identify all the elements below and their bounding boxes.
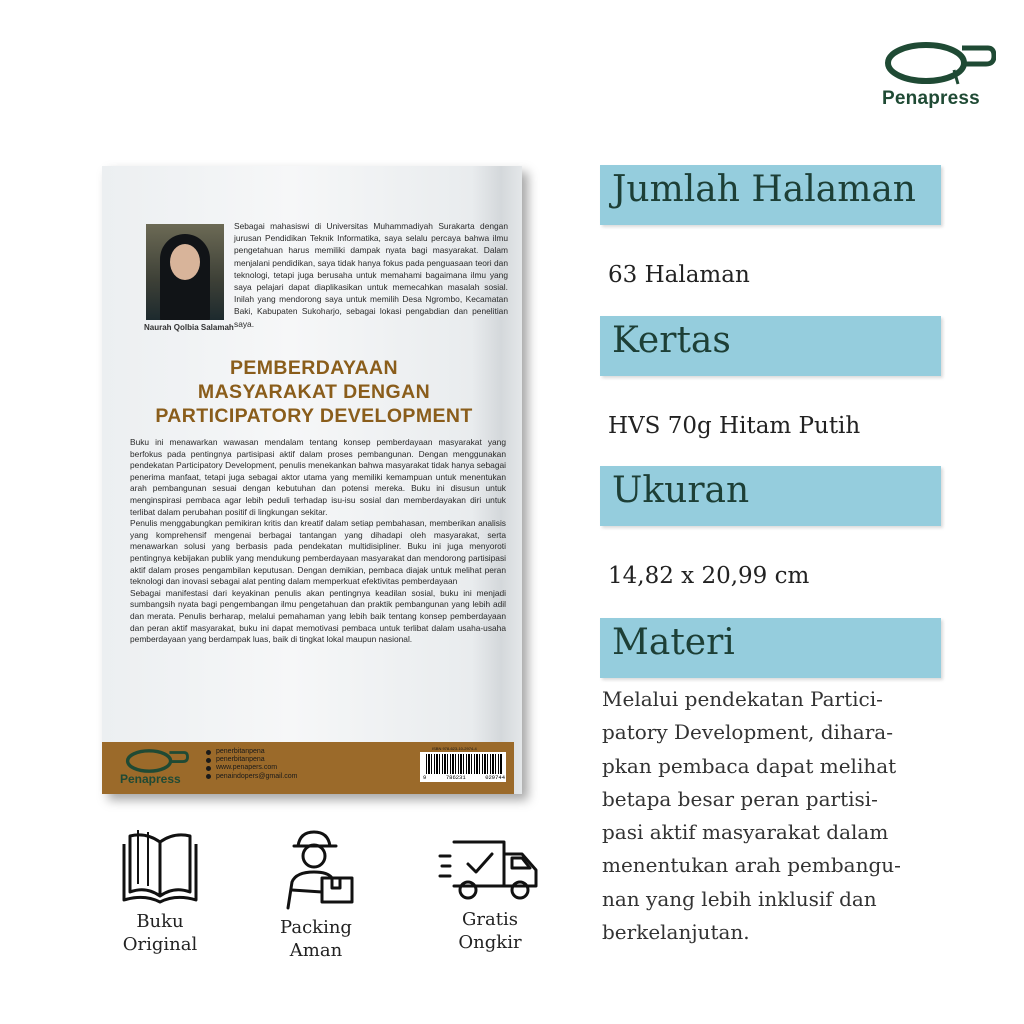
spec-header-pages: [600, 165, 941, 225]
publisher-logo: [880, 40, 1000, 110]
book-title-line: PARTICIPATORY DEVELOPMENT: [155, 405, 473, 427]
footer-penapress-emblem-icon: [122, 748, 192, 774]
feature-label: Gratis: [462, 909, 518, 930]
footer-logo-text: Penapress: [120, 772, 181, 786]
book-title-line: MASYARAKAT DENGAN: [197, 381, 431, 403]
spec-value-paper: HVS 70g Hitam Putih: [608, 413, 861, 439]
barcode-digits: 786231: [445, 774, 466, 781]
spec-header-materi: [600, 618, 941, 678]
barcode-icon: [426, 754, 502, 774]
materi-line: nan yang lebih inklusif dan: [602, 886, 877, 911]
materi-line: betapa besar peran partisi-: [602, 786, 878, 811]
spec-header-paper: [600, 316, 941, 376]
materi-line: patory Development, dihara-: [602, 720, 893, 745]
spec-label: Jumlah Halaman: [612, 169, 916, 210]
delivery-truck-icon: [438, 836, 542, 904]
author-bio: Sebagai mahasiswi di Universitas Muhammadiyah Surakarta dengan jurusan Pendidikan Teknik Informatika, saya selalu percaya bahwa ilmu pengetahuan harus memiliki dampak nyata bagi masyarakat. Dalam menjalani pendidikan, saya tidak hanya fokus pada penguasaan teori dan teknologi, tetapi juga berusaha untuk memahami bagaimana ilmu yang saya pelajari dapat diaplikasikan untuk memecahkan masalah sosial. Inilah yang mendorong saya untuk memilih Desa Ngrombo, Kecamatan Baki, Kabupaten Sukoharjo, sebagai lokasi pengabdian dan penelitian saya.: [234, 221, 508, 329]
contact-item: www.penapers.com: [206, 764, 297, 772]
feature-label: Ongkir: [458, 932, 522, 953]
feature-safe-packing: [266, 826, 366, 962]
contact-item: penaindopers@gmail.com: [206, 773, 297, 781]
contact-list: [206, 748, 297, 781]
delivery-person-icon: [274, 826, 358, 912]
feature-label: Packing: [280, 917, 352, 938]
blurb-paragraph: Sebagai manifestasi dari keyakinan penulis akan pentingnya keadilan sosial, buku ini menjadi sumbangsih nyata bagi pengembangan ilmu pengetahuan dan praktik pembangunan yang lebih adil dan merata. Penulis berharap, melalui pemahaman yang lebih baik tentang konsep pemberdayaan dan peran aktif masyarakat, buku ini dapat memotivasi pembaca untuk terlibat dalam usaha-usaha pemberdayaan yang berdampak luas, baik di tingkat lokal maupun nasional.: [130, 587, 506, 645]
contact-item: penerbitanpena: [206, 748, 297, 756]
barcode-digits: 029744: [485, 774, 505, 781]
feature-label: Aman: [289, 940, 343, 961]
author-name: Naurah Qolbia Salamah: [144, 323, 234, 332]
blurb-paragraph: Buku ini menawarkan wawasan mendalam tentang konsep pemberdayaan masyarakat yang berfokus pada pentingnya partisipasi aktif dalam proses pembangunan. Dengan menggunakan pendekatan Participatory Development, penulis menekankan bahwa masyarakat tidak hanya sebagai penerima manfaat, tetapi juga sebagai aktor utama yang memiliki kemampuan untuk menentukan arah pembangunan sesuai dengan kebutuhan dan potensi mereka. Buku ini disusun untuk menginspirasi pembaca agar lebih peduli terhadap isu-isu sosial dan memberdayakan diri untuk terlibat dalam perubahan positif di lingkungan sekitar.: [130, 437, 506, 517]
feature-free-shipping: [434, 836, 546, 954]
feature-original-book: [108, 826, 212, 956]
book-back-cover: [102, 166, 522, 794]
author-photo: [146, 224, 224, 320]
isbn-barcode: [418, 746, 508, 790]
spec-value-size: 14,82 x 20,99 cm: [608, 563, 810, 589]
mail-icon: [206, 774, 211, 779]
spec-value-pages: 63 Halaman: [608, 262, 750, 288]
cover-footer: [102, 742, 514, 794]
book-title: [132, 356, 496, 428]
contact-item: penerbitanpena: [206, 756, 297, 764]
materi-description: [602, 683, 952, 949]
publisher-logo-text: Penapress: [882, 88, 980, 109]
materi-line: menentukan arah pembangu-: [602, 853, 901, 878]
isbn-label: ISBN 978-623-10-2974-4: [432, 746, 477, 751]
barcode-digits: 9: [423, 774, 427, 781]
penapress-emblem-icon: [884, 40, 996, 86]
materi-line: pasi aktif masyarakat dalam: [602, 820, 889, 845]
blurb-paragraph: Penulis menggabungkan pemikiran kritis dan kreatif dalam setiap pembahasan, memberikan analisis yang komprehensif mengenai berbagai tantangan yang dihadapi oleh masyarakat, serta menawarkan solusi yang berbasis pada pendekatan multidisipliner. Buku ini juga menyoroti pentingnya kebijakan publik yang mendukung pemberdayaan masyarakat dan mendorong partisipasi aktif dalam proses pengambilan keputusan. Dengan demikian, pembaca diajak untuk melihat peran teknologi dan inovasi sebagai alat penting dalam memperkuat efektivitas pemberdayaan: [130, 518, 506, 587]
materi-line: Melalui pendekatan Partici-: [602, 687, 883, 711]
spec-label: Kertas: [612, 320, 731, 361]
materi-line: berkelanjutan.: [602, 920, 750, 945]
globe-icon: [206, 766, 211, 771]
facebook-icon: [206, 758, 211, 763]
book-blurb: [130, 437, 506, 646]
spec-label: Ukuran: [612, 470, 750, 511]
book-title-line: PEMBERDAYAAN: [229, 357, 399, 379]
spec-header-size: [600, 466, 941, 526]
feature-label: Buku: [136, 911, 184, 932]
feature-label: Original: [122, 934, 198, 955]
materi-line: pkan pembaca dapat melihat: [602, 753, 897, 778]
instagram-icon: [206, 750, 211, 755]
open-book-icon: [118, 826, 202, 906]
spec-label: Materi: [612, 622, 735, 663]
